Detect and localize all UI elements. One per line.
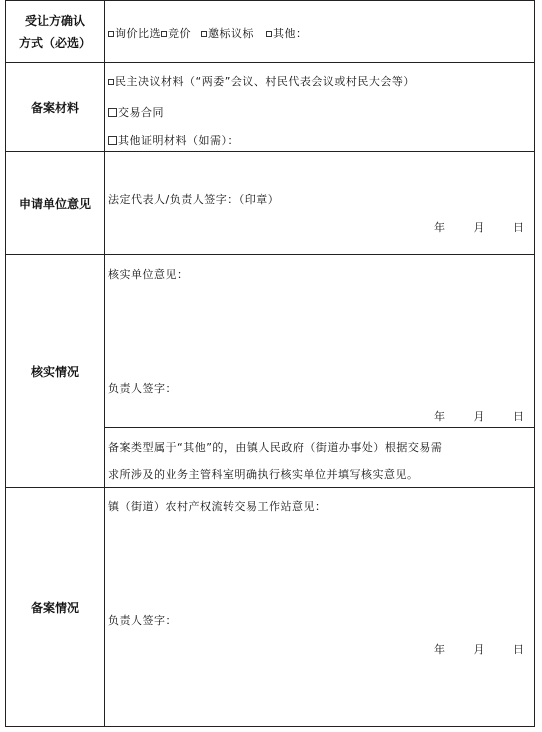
filing-date-day: 日 xyxy=(513,643,525,656)
option-bidding: 竞价 xyxy=(168,27,191,40)
label-confirmation-method xyxy=(6,1,105,62)
checkbox-other-materials[interactable] xyxy=(108,136,117,145)
material-item-other xyxy=(108,132,239,148)
verification-signature-line: 负责人签字： xyxy=(108,382,177,395)
row-filing-materials xyxy=(5,62,535,151)
filing-date-month: 月 xyxy=(473,643,485,656)
row-applicant-opinion xyxy=(5,151,535,254)
applicant-signature-line: 法定代表人/负责人签字：（印章） xyxy=(108,193,280,206)
checkbox-inquiry[interactable] xyxy=(108,31,114,37)
applicant-date-day: 日 xyxy=(513,221,525,234)
filing-date-year: 年 xyxy=(434,643,446,656)
method-options xyxy=(108,25,308,41)
filing-signature-line: 负责人签字： xyxy=(108,614,177,627)
verification-unit-opinion: 核实单位意见： xyxy=(108,268,189,281)
cell-applicant-opinion xyxy=(104,152,534,254)
verification-date-year: 年 xyxy=(434,410,446,423)
material-resolution-text: 民主决议材料（“两委”会议、村民代表会议或村民大会等） xyxy=(115,75,415,88)
cell-filing-status xyxy=(104,488,534,726)
material-item-contract xyxy=(108,104,164,120)
verification-date-month: 月 xyxy=(473,410,485,423)
cell-filing-materials xyxy=(104,63,534,151)
material-contract-text: 交易合同 xyxy=(118,106,164,119)
cell-confirmation-method xyxy=(104,1,534,62)
verification-date-day: 日 xyxy=(513,410,525,423)
checkbox-resolution[interactable] xyxy=(108,79,114,85)
checkbox-contract[interactable] xyxy=(108,108,117,117)
option-inquiry: 询价比选 xyxy=(115,27,161,40)
filing-date xyxy=(434,641,525,657)
label-verification: 核实情况 xyxy=(6,255,105,487)
checkbox-bidding[interactable] xyxy=(161,31,167,37)
row-verification xyxy=(5,254,535,487)
material-other-text: 其他证明材料（如需）： xyxy=(118,134,239,147)
applicant-date-month: 月 xyxy=(473,221,485,234)
label-applicant-opinion: 申请单位意见 xyxy=(6,152,105,254)
verification-note-line1: 备案类型属于“其他”的，由镇人民政府（街道办事处）根据交易需 xyxy=(108,441,443,454)
cell-verification xyxy=(104,255,534,487)
applicant-date-year: 年 xyxy=(434,221,446,234)
option-other: 其他： xyxy=(273,27,308,40)
material-item-resolution xyxy=(108,73,415,89)
applicant-date xyxy=(434,219,525,235)
verification-date xyxy=(434,408,525,424)
label-filing-materials: 备案材料 xyxy=(6,63,105,151)
checkbox-other[interactable] xyxy=(266,31,272,37)
option-invited-bidding: 邀标议标 xyxy=(208,27,254,40)
verification-divider xyxy=(104,427,534,428)
label-confirmation-method-line1: 受让方确认 xyxy=(24,13,85,28)
label-confirmation-method-line2: 方式（必选） xyxy=(18,35,91,50)
row-filing-status xyxy=(5,487,535,727)
station-opinion: 镇（街道）农村产权流转交易工作站意见： xyxy=(108,500,327,513)
label-filing-status: 备案情况 xyxy=(6,488,105,726)
verification-note-line2: 求所涉及的业务主管科室明确执行核实单位并填写核实意见。 xyxy=(108,468,419,481)
checkbox-invited-bidding[interactable] xyxy=(201,31,207,37)
row-confirmation-method xyxy=(5,0,535,62)
